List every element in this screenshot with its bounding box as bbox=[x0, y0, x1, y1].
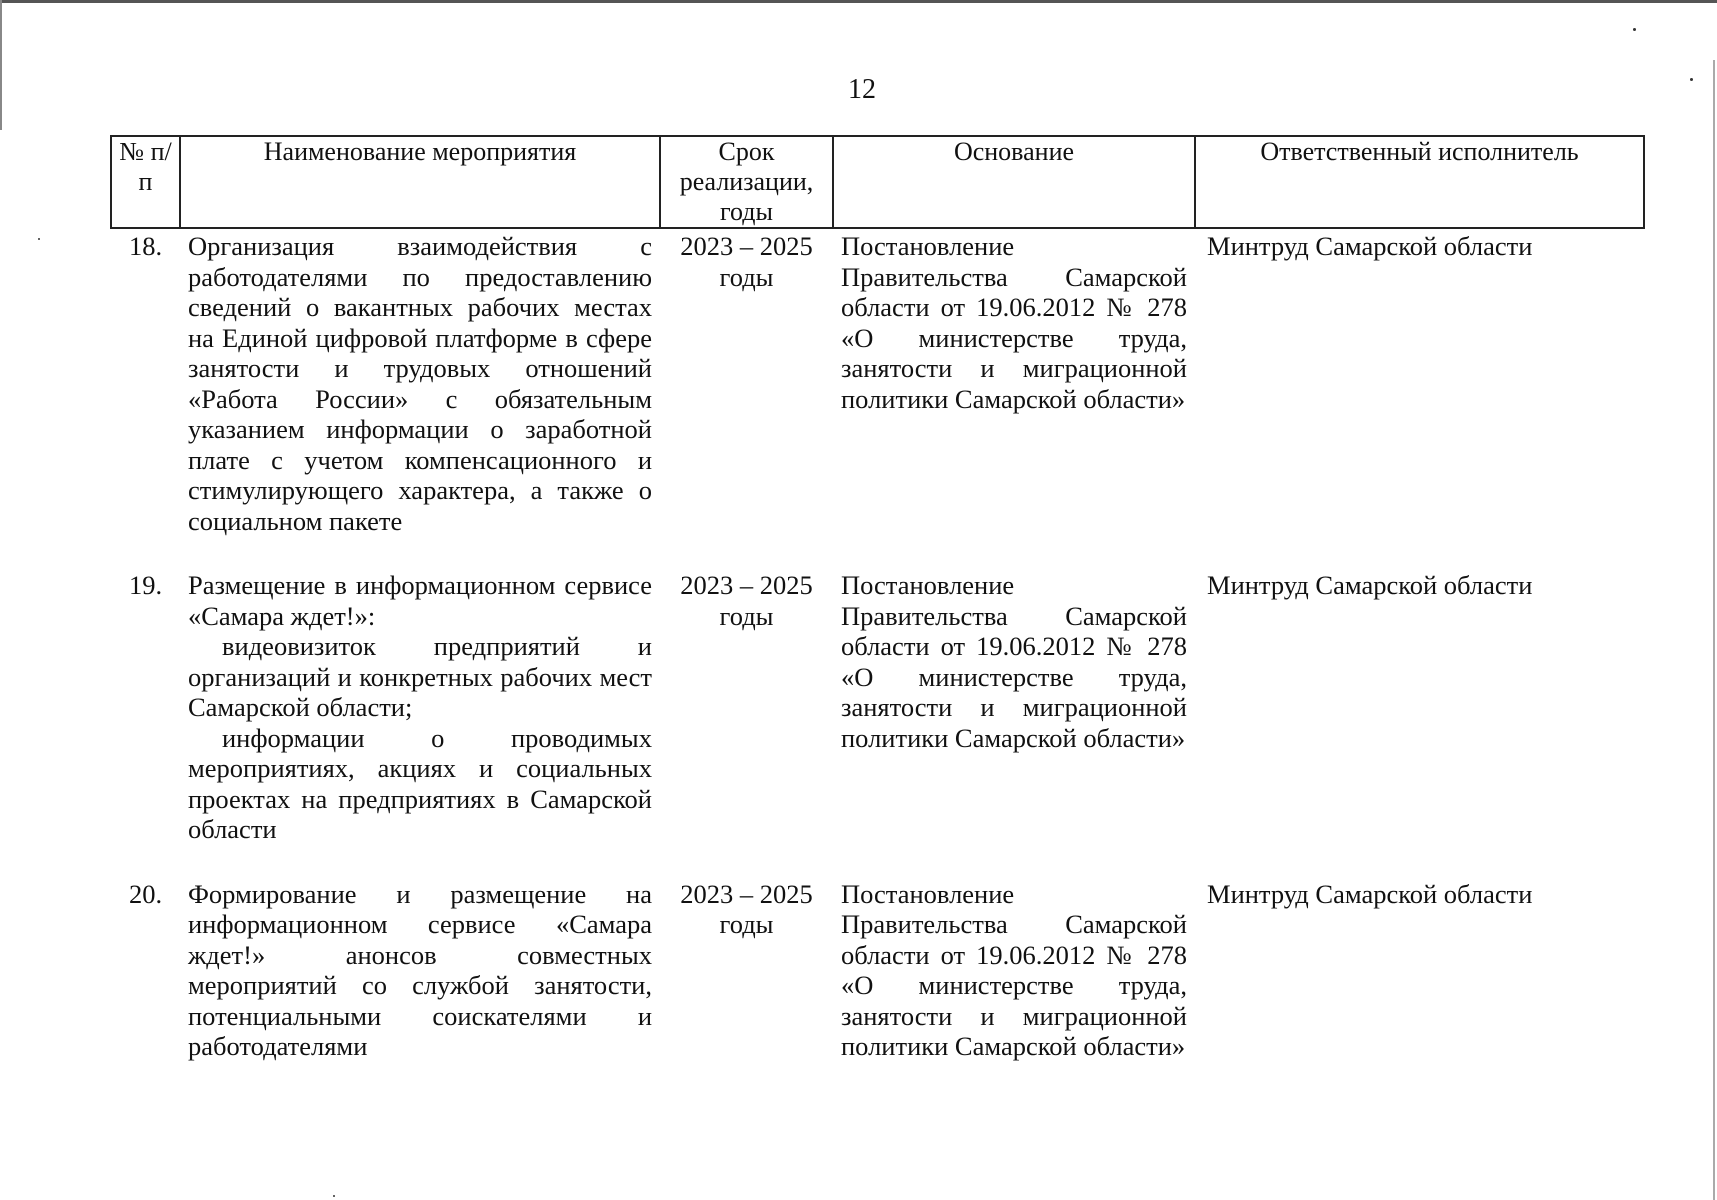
measure-name bbox=[180, 228, 660, 568]
measure-paragraph: Формирование и размещение на информационном сервисе «Самара ждет!» анонсов совместных мероприятий со службой занятости, потенциальными соискателями и работодателями bbox=[188, 878, 652, 1061]
scan-speck bbox=[1633, 28, 1636, 31]
scan-speck bbox=[38, 238, 40, 240]
scan-border-top bbox=[0, 0, 1717, 3]
term: 2023 – 2025 годы bbox=[680, 231, 813, 292]
measure-paragraph: видеовизиток предприятий и организаций и конкретных рабочих мест Самарской области; bbox=[188, 631, 652, 722]
row-number: 19. bbox=[128, 570, 163, 600]
term: 2023 – 2025 годы bbox=[680, 570, 813, 631]
term: 2023 – 2025 годы bbox=[680, 878, 813, 939]
basis: Постановление Правительства Самарской области от 19.06.2012 № 278 «О министерстве труда, занятости и миграционной политики Самарской области» bbox=[841, 231, 1187, 414]
measure-name bbox=[180, 877, 660, 1094]
executor: Минтруд Самарской области bbox=[1207, 878, 1533, 909]
page-number: 12 bbox=[848, 74, 876, 105]
scan-speck bbox=[1690, 78, 1693, 81]
measures-table bbox=[110, 135, 1645, 1094]
measure-paragraph: Организация взаимодействия с работодателями по предоставлению сведений о вакантных рабочих местах на Единой цифровой платформе в сфере занятости и трудовых отношений «Работа России» с обязательным указанием информации о заработной плате с учетом компенсационного и стимулирующего характера, а также о социальном пакете bbox=[188, 231, 652, 536]
header-term: Срок реализации, годы bbox=[660, 136, 833, 228]
measure-name bbox=[180, 568, 660, 877]
executor: Минтруд Самарской области bbox=[1207, 231, 1533, 261]
table-header-row bbox=[111, 136, 1644, 228]
scan-speck bbox=[333, 1195, 335, 1197]
basis: Постановление Правительства Самарской области от 19.06.2012 № 278 «О министерстве труда, занятости и миграционной политики Самарской области» bbox=[841, 570, 1187, 753]
table-row bbox=[111, 877, 1644, 1094]
executor: Минтруд Самарской области bbox=[1207, 570, 1533, 600]
row-number: 20. bbox=[128, 878, 163, 909]
scan-border-left bbox=[0, 0, 2, 130]
scan-border-right bbox=[1713, 60, 1715, 1200]
row-number: 18. bbox=[128, 231, 163, 261]
basis: Постановление Правительства Самарской области от 19.06.2012 № 278 «О министерстве труда, занятости и миграционной политики Самарской области» bbox=[841, 878, 1187, 1061]
header-executor: Ответственный исполнитель bbox=[1195, 136, 1644, 228]
header-basis: Основание bbox=[833, 136, 1195, 228]
measure-paragraph: информации о проводимых мероприятиях, акциях и социальных проектах на предприятиях в Самарской области bbox=[188, 722, 652, 844]
header-number: № п/п bbox=[111, 136, 180, 228]
table-row bbox=[111, 568, 1644, 877]
table-row bbox=[111, 228, 1644, 568]
header-measure-name: Наименование мероприятия bbox=[180, 136, 660, 228]
measure-paragraph: Размещение в информационном сервисе «Самара ждет!»: bbox=[188, 570, 652, 631]
